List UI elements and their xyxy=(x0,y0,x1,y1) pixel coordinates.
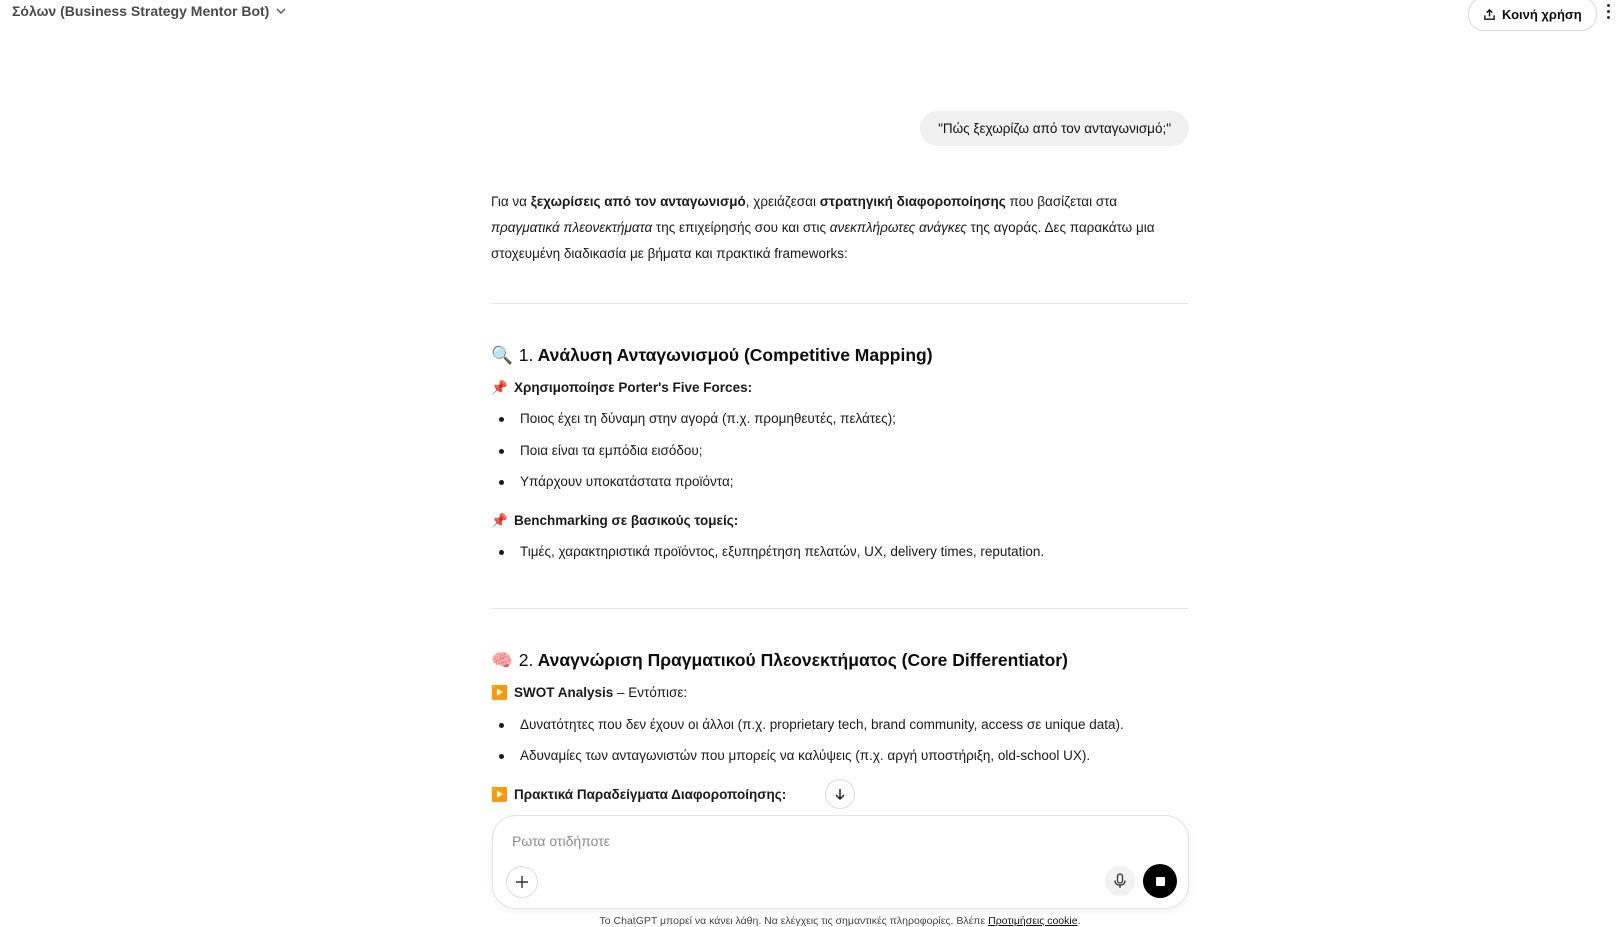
voice-button[interactable] xyxy=(1105,866,1135,896)
stop-icon xyxy=(1156,877,1165,886)
list-item: Τιμές, χαρακτηριστικά προϊόντος, εξυπηρέτηση πελατών, UX, delivery times, reputation. xyxy=(499,539,1044,565)
subheading: 📌 Χρησιμοποίησε Porter's Five Forces: xyxy=(491,380,753,395)
section-heading: 🔍 1. Ανάλυση Ανταγωνισμού (Competitive Mapping) xyxy=(491,342,933,368)
model-title: Σόλων (Business Strategy Mentor Bot) xyxy=(12,3,270,19)
list-item: Ποια είναι τα εμπόδια εισόδου; xyxy=(499,438,703,464)
divider xyxy=(491,303,1188,304)
model-selector[interactable] xyxy=(12,3,287,19)
user-message: "Πώς ξεχωρίζω από τον ανταγωνισμό;" xyxy=(920,111,1189,146)
disclaimer: Το ChatGPT μπορεί να κάνει λάθη. Να ελέγχεις τις σημαντικές πληροφορίες. Βλέπε Προτιμήσεις cookie. xyxy=(599,915,1081,927)
play-icon: ▶️ xyxy=(491,685,508,700)
plus-icon xyxy=(515,875,529,889)
play-icon: ▶️ xyxy=(491,787,508,802)
list-item: Αδυναμίες των ανταγωνιστών που μπορείς να καλύψεις (π.χ. αργή υποστήριξη, old-school UX). xyxy=(499,743,1090,769)
cookie-preferences-link[interactable]: Προτιμήσεις cookie xyxy=(988,915,1078,927)
top-bar xyxy=(0,0,1620,30)
subheading: ▶️ Πρακτικά Παραδείγματα Διαφοροποίησης: xyxy=(491,787,787,802)
scroll-to-bottom-button[interactable] xyxy=(825,779,855,809)
list-item: Υπάρχουν υποκατάστατα προϊόντα; xyxy=(499,469,734,495)
share-label: Κοινή χρήση xyxy=(1502,6,1582,22)
assistant-message xyxy=(491,189,1188,802)
more-vertical-icon[interactable] xyxy=(1603,4,1613,24)
pin-icon: 📌 xyxy=(491,380,508,395)
intro-paragraph: Για να ξεχωρίσεις από τον ανταγωνισμό, χρειάζεσαι στρατηγική διαφοροποίησης που βασίζεται στα πραγματικά πλεονεκτήματα της επιχείρησής σου και στις ανεκπλήρωτες ανάγκες της αγοράς. Δες παρακάτω μια στοχευμένη διαδικασία με βήματα και πρακτικά frameworks: xyxy=(491,194,1155,261)
composer xyxy=(492,815,1189,909)
mic-icon xyxy=(1113,873,1127,889)
brain-icon: 🧠 xyxy=(491,650,513,670)
prompt-input[interactable] xyxy=(510,832,1114,850)
share-icon xyxy=(1483,8,1496,21)
chevron-down-icon xyxy=(275,5,287,17)
subheading: ▶️ SWOT Analysis – Εντόπισε: xyxy=(491,685,688,700)
list-item: Δυνατότητες που δεν έχουν οι άλλοι (π.χ. proprietary tech, brand community, access σε unique data). xyxy=(499,712,1124,738)
list-item: Ποιος έχει τη δύναμη στην αγορά (π.χ. προμηθευτές, πελάτες); xyxy=(499,406,896,432)
pin-icon: 📌 xyxy=(491,513,508,528)
arrow-down-icon xyxy=(833,787,847,801)
stop-button[interactable] xyxy=(1143,864,1177,898)
attach-button[interactable] xyxy=(506,866,538,898)
subheading: 📌 Benchmarking σε βασικούς τομείς: xyxy=(491,513,739,528)
magnifier-icon: 🔍 xyxy=(491,345,513,365)
divider xyxy=(491,608,1188,609)
share-button[interactable] xyxy=(1468,0,1597,31)
section-heading: 🧠 2. Αναγνώριση Πραγματικού Πλεονεκτήματος (Core Differentiator) xyxy=(491,647,1068,673)
